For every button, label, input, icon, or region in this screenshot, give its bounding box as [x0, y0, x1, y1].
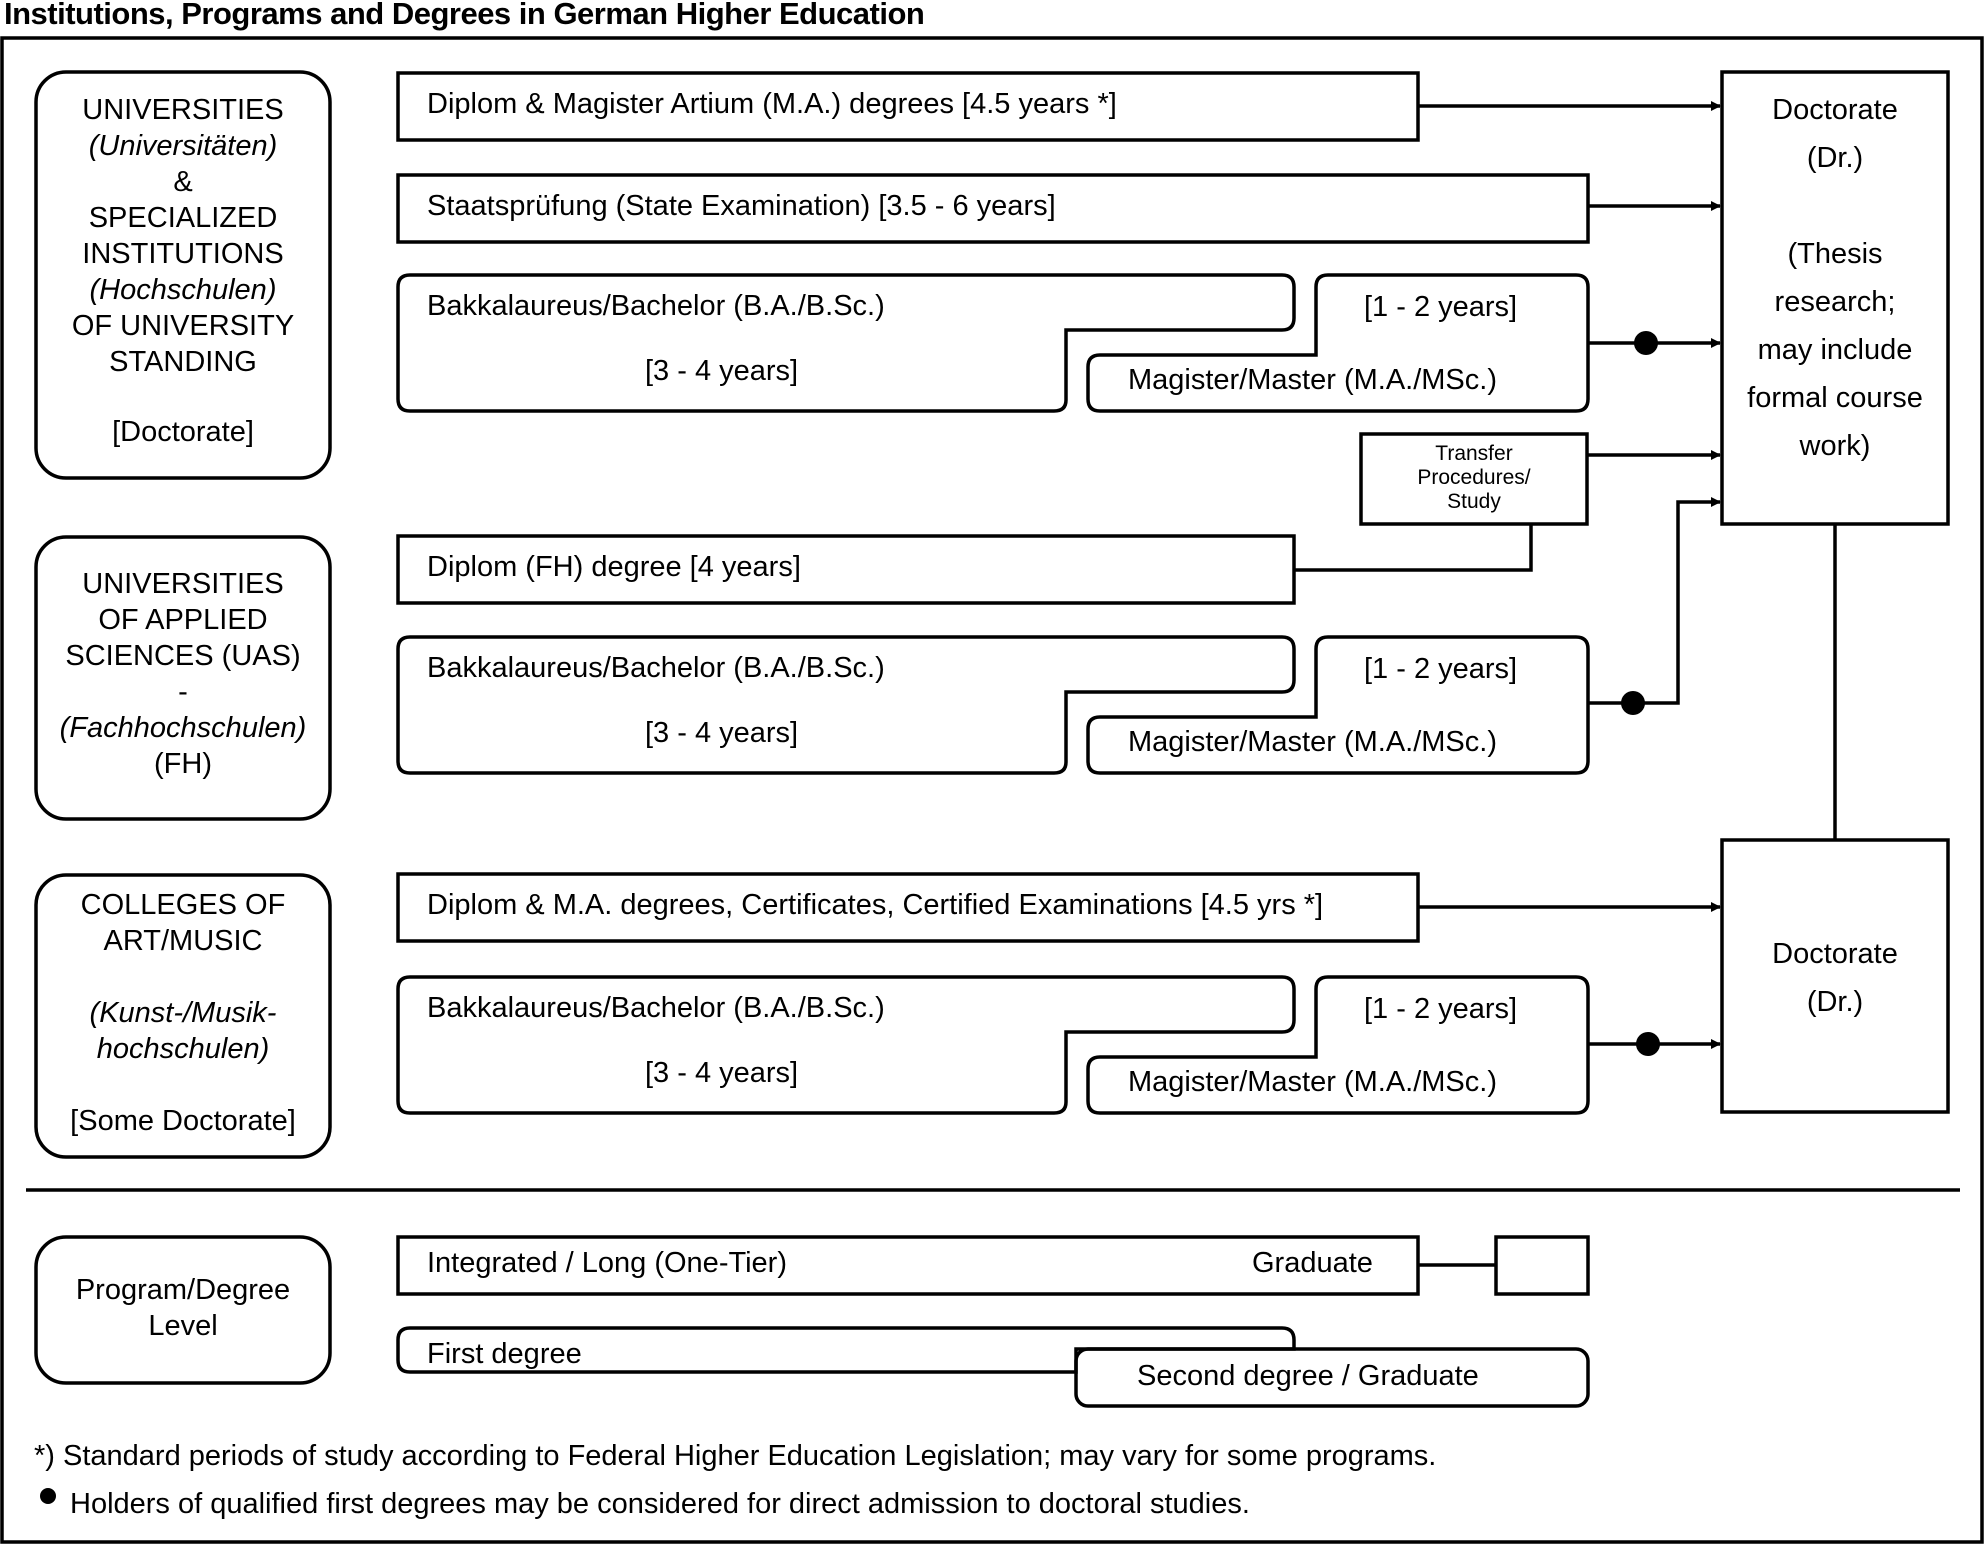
art-line2: ART/MUSIC	[103, 925, 263, 957]
transfer-label	[1361, 442, 1587, 514]
universities-line1: UNIVERSITIES	[82, 94, 284, 126]
transfer-line3: Study	[1447, 490, 1501, 513]
uni-master-label: Magister/Master (M.A./MSc.)	[1128, 364, 1497, 396]
page-title: Institutions, Programs and Degrees in German Higher Education	[4, 0, 925, 31]
legend-graduate-box	[1496, 1237, 1588, 1294]
universities-line8: STANDING	[109, 346, 257, 378]
legend-level-line2: Level	[148, 1310, 218, 1342]
doctorate-top-line3: (Thesis	[1787, 238, 1883, 270]
uas-line3: SCIENCES (UAS)	[65, 640, 301, 672]
doctorate-top-line6: formal course	[1747, 382, 1923, 414]
uni-bachelor-years: [3 - 4 years]	[645, 355, 799, 387]
uas-line1: UNIVERSITIES	[82, 568, 284, 600]
doctorate-top-line4: research;	[1774, 286, 1896, 318]
doctorate-top-line5: may include	[1757, 334, 1913, 366]
universities-line3: &	[173, 166, 193, 198]
art-diplom-label: Diplom & M.A. degrees, Certificates, Certified Examinations [4.5 yrs *]	[427, 889, 1324, 921]
uas-bachelor-years: [3 - 4 years]	[645, 717, 799, 749]
art-bachelor-years: [3 - 4 years]	[645, 1057, 799, 1089]
footnote-direct-admission: Holders of qualified first degrees may be considered for direct admission to doctoral studies.	[70, 1488, 1250, 1520]
doctorate-bottom-line1: Doctorate	[1772, 938, 1898, 970]
uni-master-years: [1 - 2 years]	[1364, 291, 1518, 323]
art-master-years: [1 - 2 years]	[1364, 993, 1518, 1025]
legend-graduate-label: Graduate	[1252, 1247, 1373, 1279]
art-line3: (Kunst-/Musik-	[89, 997, 277, 1029]
legend-integrated-label: Integrated / Long (One-Tier)	[427, 1247, 787, 1279]
doctorate-top-line1: Doctorate	[1772, 94, 1898, 126]
universities-line7: OF UNIVERSITY	[71, 310, 295, 342]
arrow-uas-master-doctorate	[1588, 502, 1720, 703]
universities-line9: [Doctorate]	[112, 416, 254, 448]
fh-diplom-label: Diplom (FH) degree [4 years]	[427, 551, 801, 583]
uas-master-years: [1 - 2 years]	[1364, 653, 1518, 685]
line-fh-diplom-transfer	[1294, 524, 1531, 570]
uas-line2: OF APPLIED	[98, 604, 268, 636]
universities-line2: (Universitäten)	[88, 130, 278, 162]
doctorate-bottom-label	[1722, 930, 1948, 1026]
doctorate-top-line2: (Dr.)	[1806, 142, 1864, 174]
universities-line4: SPECIALIZED	[88, 202, 278, 234]
legend-level-label	[36, 1272, 330, 1344]
uas-line5: (Fachhochschulen)	[59, 712, 307, 744]
uas-line6: (FH)	[154, 748, 212, 780]
transfer-line1: Transfer	[1435, 442, 1513, 465]
universities-line5: INSTITUTIONS	[82, 238, 284, 270]
legend-first-degree-label: First degree	[427, 1338, 582, 1370]
uas-bachelor-label: Bakkalaureus/Bachelor (B.A./B.Sc.)	[427, 652, 885, 684]
footnote-bullet	[40, 1488, 56, 1504]
transfer-line2: Procedures/	[1417, 466, 1531, 489]
footnote-standard-periods: *) Standard periods of study according to Federal Higher Education Legislation; may vary for some programs.	[34, 1440, 1437, 1472]
universities-label	[36, 92, 330, 450]
direct-admission-dot-art	[1636, 1032, 1660, 1056]
doctorate-bottom-line2: (Dr.)	[1806, 986, 1864, 1018]
art-line5: [Some Doctorate]	[70, 1105, 296, 1137]
art-line4: hochschulen)	[96, 1033, 270, 1065]
direct-admission-dot-uas	[1621, 691, 1645, 715]
art-bachelor-label: Bakkalaureus/Bachelor (B.A./B.Sc.)	[427, 992, 885, 1024]
uas-master-label: Magister/Master (M.A./MSc.)	[1128, 726, 1497, 758]
art-master-label: Magister/Master (M.A./MSc.)	[1128, 1066, 1497, 1098]
direct-admission-dot-uni	[1634, 331, 1658, 355]
uas-line4: -	[178, 676, 188, 708]
legend-level-line1: Program/Degree	[75, 1274, 291, 1306]
universities-line6: (Hochschulen)	[89, 274, 277, 306]
uni-diplom-label: Diplom & Magister Artium (M.A.) degrees [4.5 years *]	[427, 88, 1117, 120]
uni-staats-label: Staatsprüfung (State Examination) [3.5 - 6 years]	[427, 190, 1056, 222]
uni-bachelor-label: Bakkalaureus/Bachelor (B.A./B.Sc.)	[427, 290, 885, 322]
doctorate-top-label	[1722, 86, 1948, 470]
doctorate-top-line7: work)	[1799, 430, 1871, 462]
art-label	[36, 887, 330, 1139]
art-line1: COLLEGES OF	[80, 889, 286, 921]
uas-label	[36, 566, 330, 782]
legend-second-degree-label: Second degree / Graduate	[1137, 1360, 1479, 1392]
